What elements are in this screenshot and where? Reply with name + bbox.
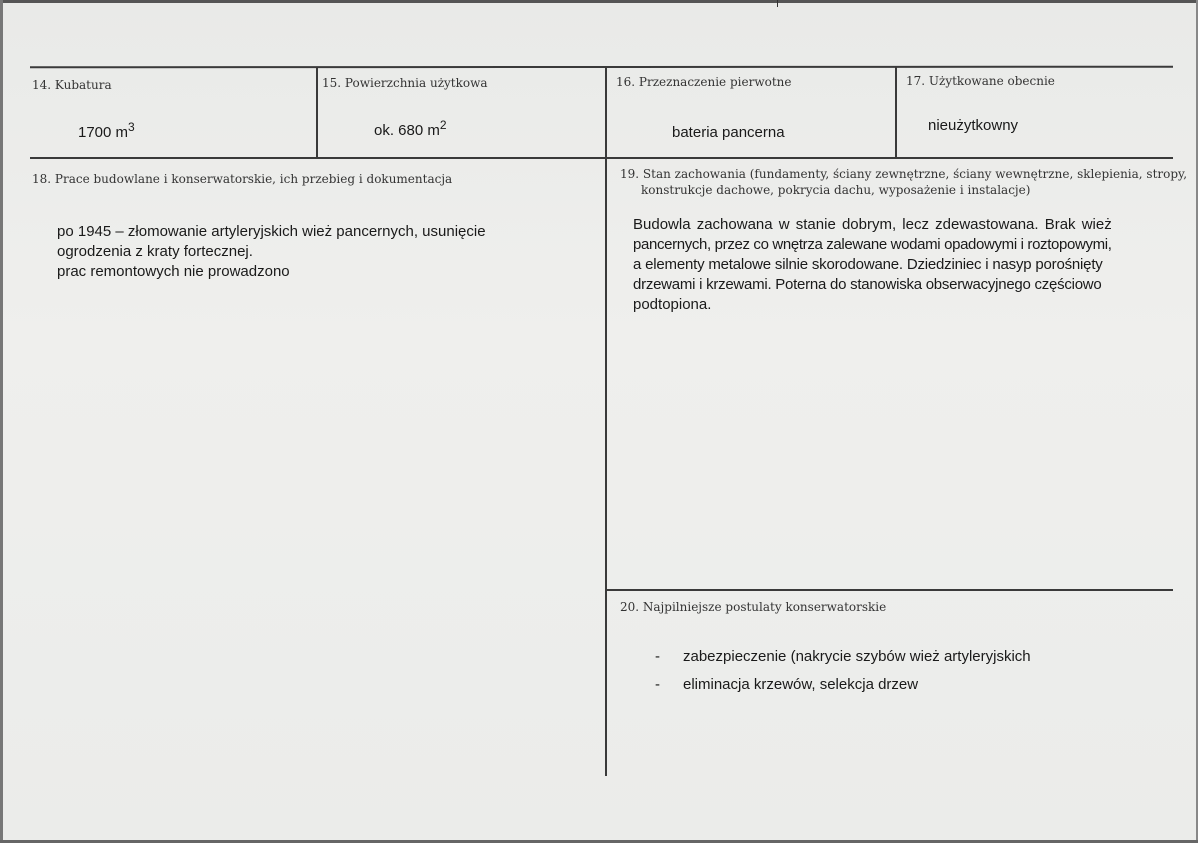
field-18-text [57,222,486,282]
field-19-label-line2: konstrukcje dachowe, pokrycia dachu, wyposażenie i instalacje) [641,183,1031,197]
field-19-line: pancernych, przez co wnętrza zalewane wodami opadowymi i roztopowymi, [633,236,1112,253]
field-18-label: 18. Prace budowlane i konserwatorskie, ich przebieg i dokumentacja [32,172,453,186]
field-20-label: 20. Najpilniejsze postulaty konserwatorskie [620,600,887,614]
field-19-text [633,215,1125,315]
list-item-text: zabezpieczenie (nakrycie szybów wież artyleryjskich [683,648,1031,665]
divider-16-17 [895,66,897,158]
field-17-label: 17. Użytkowane obecnie [906,74,1055,88]
fold-tick-mark [777,0,778,7]
field-15-value [374,118,447,139]
field-17-value: nieużytkowny [928,117,1019,134]
field-19-line: a elementy metalowe silnie skorodowane. Dziedziniec i nasyp porośnięty [633,256,1103,273]
field-16-label: 16. Przeznaczenie pierwotne [616,75,792,89]
field-19-line: drzewami i krzewami. Poterna do stanowiska obserwacyjnego częściowo [633,276,1102,293]
page-edge-left [0,0,3,843]
field-14-number: 1700 m [78,124,129,141]
field-18-line: ogrodzenia z kraty fortecznej. [57,243,253,260]
field-14-label: 14. Kubatura [32,78,112,92]
field-15-number: ok. 680 m [374,122,440,139]
divider-19-20 [606,589,1173,591]
field-14-exponent: 3 [128,120,135,134]
field-18-line: prac remontowych nie prowadzono [57,263,290,280]
list-item-dash: - [655,648,660,665]
field-18-line: po 1945 – złomowanie artyleryjskich wież pancernych, usunięcie [57,223,486,240]
field-19-line: Budowla zachowana w stanie dobrym, lecz zdewastowana. Brak wież [633,216,1112,233]
field-19-label-line1: 19. Stan zachowania (fundamenty, ściany zewnętrzne, ściany wewnętrzne, sklepienia, stropy, [620,167,1188,181]
divider-15-16 [605,66,607,776]
list-item-dash: - [655,676,660,693]
row1-bottom-rule [30,157,1173,159]
field-15-exponent: 2 [439,118,447,132]
field-14-value [78,120,135,141]
form-top-rule [30,66,1173,69]
page-edge-top [0,0,1198,3]
list-item-text: eliminacja krzewów, selekcja drzew [683,676,919,693]
divider-14-15 [316,67,318,159]
field-15-label: 15. Powierzchnia użytkowa [322,76,488,90]
field-19-line: podtopiona. [633,296,712,313]
field-16-value: bateria pancerna [672,124,785,141]
